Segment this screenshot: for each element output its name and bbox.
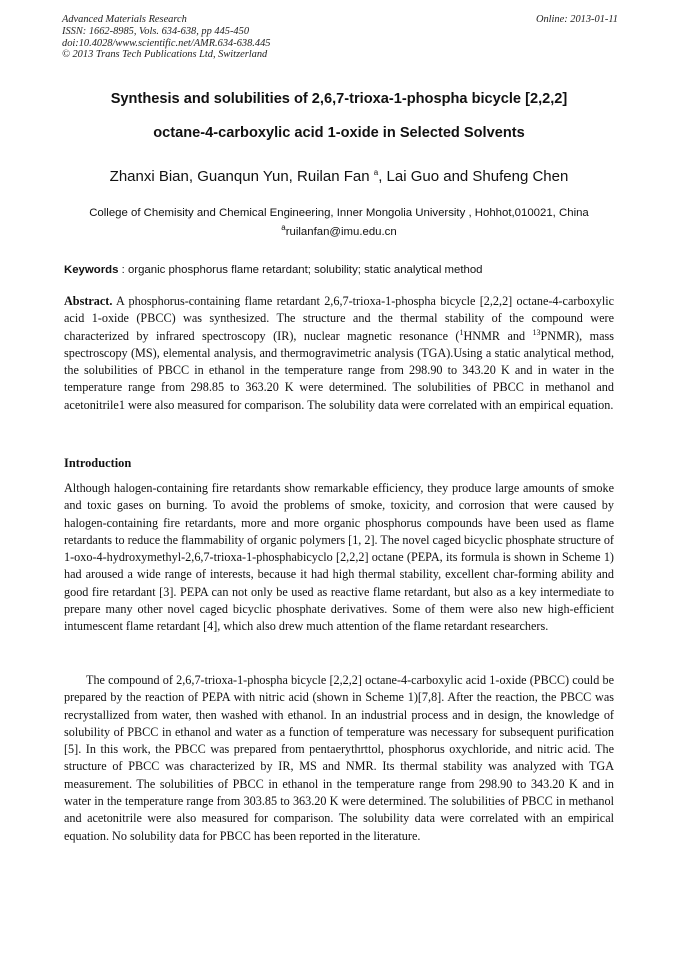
paper-title-line-1: Synthesis and solubilities of 2,6,7-trioxa-1-phospha bicycle [2,2,2] [110,91,568,107]
email-mark: a [281,223,286,233]
copyright-line: © 2013 Trans Tech Publications Ltd, Switzerland [62,49,268,61]
abstract-label: Abstract. [64,294,113,308]
author-list [60,167,618,187]
doi-line: doi:10.4028/www.scientific.net/AMR.634-638.445 [62,37,271,49]
abstract-text-b: HNMR and [463,328,533,343]
abstract-text-a: A phosphorus-containing flame retardant 2,6,7-trioxa-1-phospha bicycle [2,2,2] octane-4-carboxylic acid 1-oxide (PBCC) was synthesized. The structure and the thermal stability of the compound were characterized by infrared spectroscopy (IR), nuclear magnetic resonance ( [64,294,614,343]
online-date: Online: 2013-01-11 [535,14,618,25]
issn-line: ISSN: 1662-8985, Vols. 634-638, pp 445-450 [62,25,250,37]
abstract [64,293,614,414]
authors-part-1: Zhanxi Bian, Guanqun Yun, Ruilan Fan [109,168,374,185]
journal-name: Advanced Materials Research [62,14,187,25]
authors-part-2: , Lai Guo and Shufeng Chen [378,168,569,185]
introduction-paragraph-2: The compound of 2,6,7-trioxa-1-phospha bicycle [2,2,2] octane-4-carboxylic acid 1-oxide (PBCC) could be prepared by the reaction of PEPA with nitric acid (shown in Scheme 1)[7,8]. After the reaction, the PBCC was recrystallized from water, then washed with ethanol. In an industrial process and in design, the knowledge of solubility of PBCC in ethanol and water as a function of temperature was necessary for subsequent purification [5]. In this work, the PBCC was prepared from pentaerythrttol, phosphorus oxychloride, and nitric acid. The structure of PBCC was characterized by IR, MS and NMR. Its thermal stability was analyzed with TGA measurement. The solubilities of PBCC in ethanol in the temperature range from 298.90 to 343.20 K and in water in the temperature range from 303.85 to 363.20 K were determined. The solubilities of PBCC in methanol and acetonitrile were also measured for comparison. The solubility data were correlated with an empirical equation. No solubility data for PBCC has been reported in the literature. [64,673,614,843]
contact-email [60,224,618,240]
email-address: ruilanfan@imu.edu.cn [285,226,397,238]
author-affiliation-mark: a [373,168,379,177]
journal-header [62,14,618,61]
abstract-text-c: PNMR), mass spectroscopy (MS), elemental analysis, and thermogravimetric analysis (TGA).Using a static analytical method, the solubilities of PBCC in ethanol in the temperature range from 298.90 to 343.20 K and in water in the temperature range from 298.85 to 363.20 K were determined. The solubilities of PBCC in methanol and acetonitrile1 were also measured for comparison. The solubility data were correlated with an empirical equation. [64,328,614,412]
keywords [64,262,618,278]
affiliation: College of Chemisity and Chemical Engineering, Inner Mongolia University , Hohhot,010021, China [89,207,589,219]
keywords-label: Keywords [64,264,119,276]
abstract-sup-1: 1 [459,327,464,337]
paper-title-line-2: octane-4-carboxylic acid 1-oxide in Selected Solvents [153,125,525,141]
keywords-text: : organic phosphorus flame retardant; solubility; static analytical method [118,264,483,276]
abstract-sup-13: 13 [532,327,541,337]
introduction-heading: Introduction [64,456,132,470]
introduction-paragraph-1: Although halogen-containing fire retardants show remarkable efficiency, they produce large amounts of smoke and toxic gases on burning. To avoid the problems of smoke, toxicity, and corrosion that were caused by halogen-containing fire retardants, more and more organic phosphorus compounds have been used as flame retardants to reduce the flammability of organic polymers [1, 2]. The novel caged bicyclic phosphate structure of 1-oxo-4-hydroxymethyl-2,6,7-trioxa-1-phosphabicyclo [2,2,2] octane (PEPA, its formula is shown in Scheme 1) had aroused a wide range of interests, because it had high thermal stability, excellent char-forming ability and good fire retardant [3]. PEPA can not only be used as reactive flame retardant, but also as a key intermediate to prepare many other novel caged bicyclic phosphate derivatives. Some of them were also new high-efficient intumescent flame retardant [4], which also drew much attention of the flame retardant researchers. [64,481,614,634]
